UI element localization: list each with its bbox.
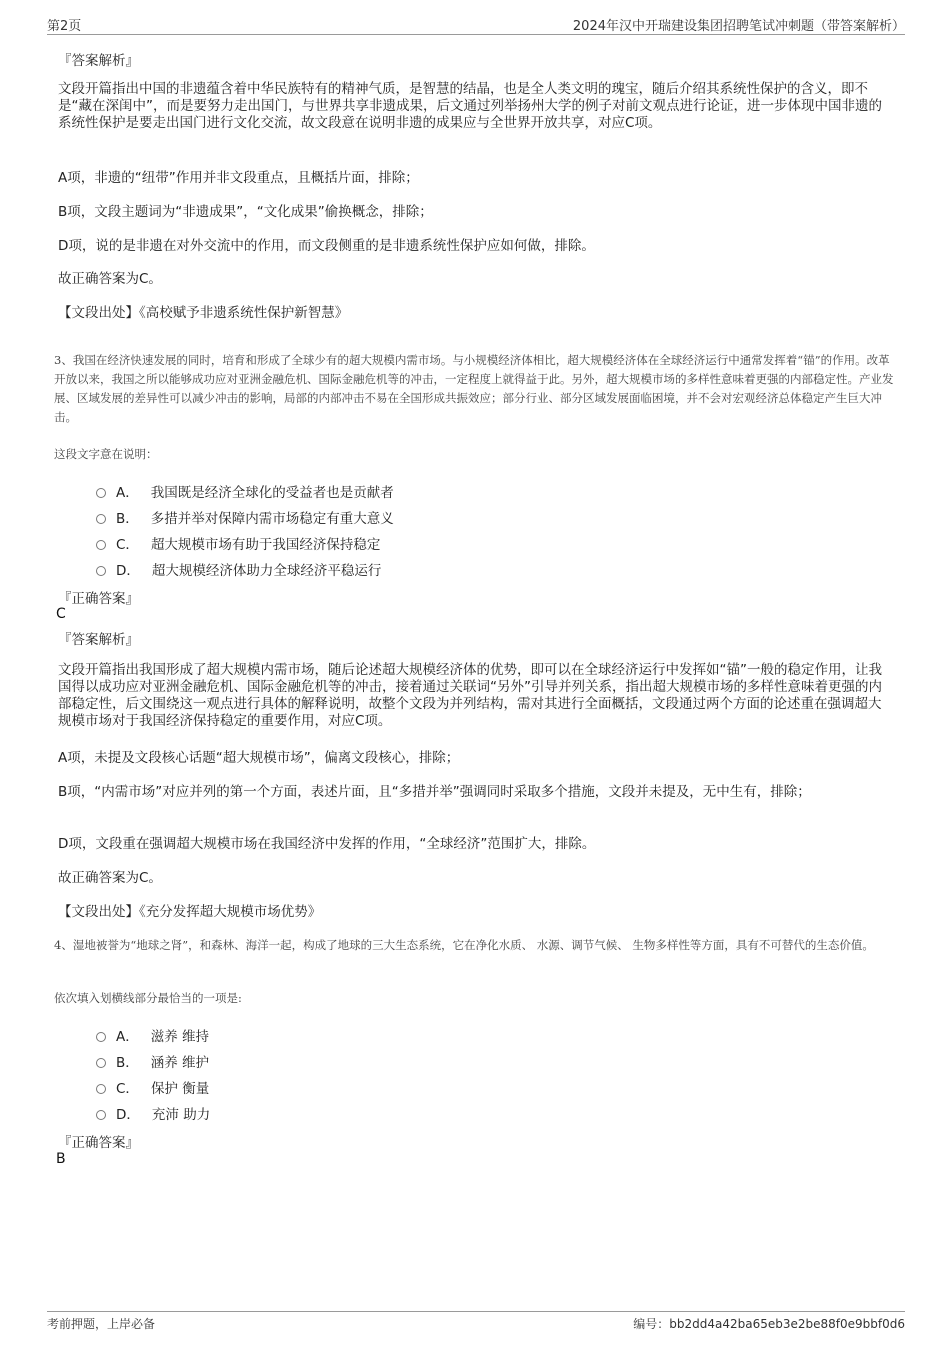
option-letter: D． <box>116 563 140 579</box>
option-text: 充沛 助力 <box>151 1107 211 1123</box>
q3-source: 【文段出处】《充分发挥超大规模市场优势》 <box>58 904 322 920</box>
page-footer <box>47 1311 905 1332</box>
option-text: 多措并举对保障内需市场稳定有重大意义 <box>150 511 394 527</box>
document-title: 2024年汉中开瑞建设集团招聘笔试冲刺题（带答案解析） <box>572 19 905 34</box>
q2-analysis-label: 『答案解析』 <box>58 53 139 69</box>
option-letter: A． <box>116 485 139 501</box>
option-letter: B． <box>116 511 139 527</box>
option-text: 超大规模经济体助力全球经济平稳运行 <box>151 563 382 579</box>
radio-icon[interactable] <box>96 488 106 498</box>
q2-conclusion: 故正确答案为C。 <box>58 271 162 287</box>
q3-option-b-analysis: B项，“内需市场”对应并列的第一个方面，表述片面，且“多措并举”强调同时采取多个措施，文段并未提及，无中生有，排除； <box>58 784 811 800</box>
q4-prompt: 依次填入划横线部分最恰当的一项是: <box>54 991 242 1005</box>
option-text: 超大规模市场有助于我国经济保持稳定 <box>150 537 381 553</box>
radio-icon[interactable] <box>96 540 106 550</box>
q3-option-d-analysis: D项，文段重在强调超大规模市场在我国经济中发挥的作用，“全球经济”范围扩大，排除。 <box>58 836 596 852</box>
option-text: 滋养 维持 <box>150 1029 210 1045</box>
q2-option-d-analysis: D项，说的是非遗在对外交流中的作用，而文段侧重的是非遗系统性保护应如何做，排除。 <box>58 238 595 254</box>
radio-icon[interactable] <box>96 1084 106 1094</box>
q3-conclusion: 故正确答案为C。 <box>58 870 162 886</box>
q3-answer: C <box>56 606 66 622</box>
option-letter: A． <box>116 1029 139 1045</box>
radio-icon[interactable] <box>96 1032 106 1042</box>
q3-answer-label: 『正确答案』 <box>58 591 139 607</box>
q4-answer-label: 『正确答案』 <box>58 1135 139 1151</box>
radio-icon[interactable] <box>96 566 106 576</box>
q3-option-d[interactable] <box>96 559 381 579</box>
q2-analysis: 文段开篇指出中国的非遗蕴含着中华民族特有的精神气质，是智慧的结晶，也是全人类文明的瑰宝，随后介绍其系统性保护的含义，即不是“藏在深闺中”，而是要努力走出国门，与世界共享非遗成果，后文通过列举扬州大学的例子对前文观点进行论证，进一步体现中国非遗的系统性保护是要走出国门进行文化交流，故文段意在说明非遗的成果应与全世界开放共享，对应C项。 <box>58 81 882 131</box>
page-number: 第2页 <box>47 19 82 34</box>
q3-option-c[interactable] <box>96 533 380 553</box>
radio-icon[interactable] <box>96 514 106 524</box>
option-letter: C． <box>116 1081 139 1097</box>
q2-option-b-analysis: B项，文段主题词为“非遗成果”，“文化成果”偷换概念，排除； <box>58 204 433 220</box>
q3-analysis: 文段开篇指出我国形成了超大规模内需市场，随后论述超大规模经济体的优势，即可以在全球经济运行中发挥如“锚”一般的稳定作用，让我国得以成功应对亚洲金融危机、国际金融危机等的冲击，接着通过关联词“另外”引导并列关系，指出超大规模市场的多样性意味着更强的内部稳定性，后文围绕这一观点进行具体的解释说明，故整个文段为并列结构，需对其进行全面概括，文段通过两个方面的论述重在强调超大规模市场对于我国经济保持稳定的重要作用，对应C项。 <box>58 662 882 729</box>
q3-question: 3、我国在经济快速发展的同时，培育和形成了全球少有的超大规模内需市场。与小规模经济体相比，超大规模经济体在全球经济运行中通常发挥着“锚”的作用。改革开放以来，我国之所以能够成功应对亚洲金融危机、国际金融危机等的冲击，一定程度上就得益于此。另外，超大规模市场的多样性意味着更强的内部稳定性。产业发展、区域发展的差异性可以减少冲击的影响，局部的内部冲击不易在全国形成共振效应；部分行业、部分区域发展面临困境，并不会对宏观经济总体稳定产生巨大冲击。 <box>54 353 894 424</box>
q4-option-b[interactable] <box>96 1051 209 1071</box>
q3-option-a-analysis: A项，未提及文段核心话题“超大规模市场”，偏离文段核心，排除； <box>58 750 460 766</box>
option-letter: D． <box>116 1107 140 1123</box>
q4-option-a[interactable] <box>96 1025 209 1045</box>
footer-slogan: 考前押题，上岸必备 <box>47 1317 156 1331</box>
radio-icon[interactable] <box>96 1058 106 1068</box>
q3-option-b[interactable] <box>96 507 394 527</box>
page-header <box>47 14 905 35</box>
q4-option-d[interactable] <box>96 1103 210 1123</box>
option-letter: B． <box>116 1055 139 1071</box>
q4-answer: B <box>56 1151 66 1167</box>
option-letter: C． <box>116 537 139 553</box>
q3-option-a[interactable] <box>96 481 394 501</box>
q2-option-a-analysis: A项，非遗的“纽带”作用并非文段重点，且概括片面，排除； <box>58 170 419 186</box>
option-text: 保护 衡量 <box>150 1081 210 1097</box>
q3-analysis-label: 『答案解析』 <box>58 632 139 648</box>
radio-icon[interactable] <box>96 1110 106 1120</box>
option-text: 涵养 维护 <box>150 1055 210 1071</box>
option-text: 我国既是经济全球化的受益者也是贡献者 <box>150 485 394 501</box>
document-id: 编号：bb2dd4a42ba65eb3e2be88f0e9bbf0d6 <box>633 1317 905 1331</box>
q4-question: 4、湿地被誉为“地球之肾”，和森林、海洋一起，构成了地球的三大生态系统，它在净化水质、 水源、调节气候、 生物多样性等方面，具有不可替代的生态价值。 <box>54 938 874 952</box>
q2-source: 【文段出处】《高校赋予非遗系统性保护新智慧》 <box>58 305 349 321</box>
q4-option-c[interactable] <box>96 1077 209 1097</box>
q3-prompt: 这段文字意在说明： <box>54 447 158 461</box>
